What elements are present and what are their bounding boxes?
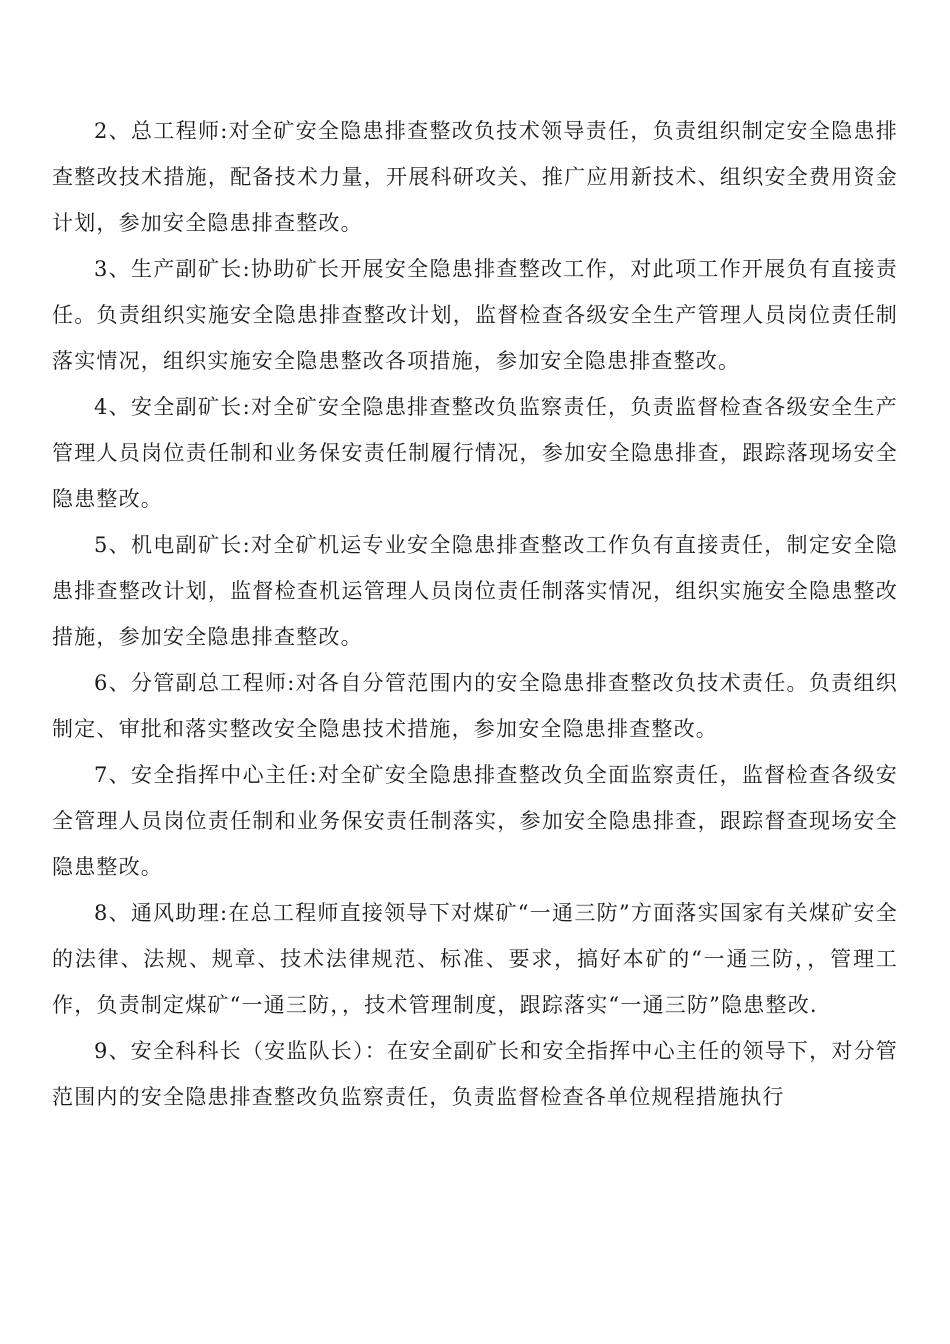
paragraph-safety-command-director: 7、安全指挥中心主任:对全矿安全隐患排查整改负全面监察责任，监督检查各级安全管理人员岗位责任制和业务保安责任制落实，参加安全隐患排查，跟踪督查现场安全隐患整改。 — [52, 763, 898, 879]
paragraph-safety-deputy: 4、安全副矿长:对全矿安全隐患排查整改负监察责任，负责监督检查各级安全生产管理人员岗位责任制和业务保安责任制履行情况，参加安全隐患排查，跟踪落现场安全隐患整改。 — [52, 395, 898, 511]
paragraph-production-deputy: 3、生产副矿长:协助矿长开展安全隐患排查整改工作，对此项工作开展负有直接责任。负责组织实施安全隐患排查整改计划，监督检查各级安全生产管理人员岗位责任制落实情况，组织实施安全隐患整改各项措施，参加安全隐患排查整改。 — [52, 257, 898, 373]
paragraph-safety-section-chief: 9、安全科科长（安监队长）：在安全副矿长和安全指挥中心主任的领导下，对分管范围内的安全隐患排查整改负监察责任，负责监督检查各单位规程措施执行 — [52, 1039, 898, 1109]
paragraph-electromechanical-deputy: 5、机电副矿长:对全矿机运专业安全隐患排查整改工作负有直接责任，制定安全隐患排查整改计划，监督检查机运管理人员岗位责任制落实情况，组织实施安全隐患整改措施，参加安全隐患排查整改。 — [52, 533, 898, 649]
paragraph-chief-engineer: 2、总工程师:对全矿安全隐患排查整改负技术领导责任，负责组织制定安全隐患排查整改技术措施，配备技术力量，开展科研攻关、推广应用新技术、组织安全费用资金计划，参加安全隐患排查整改。 — [52, 119, 898, 235]
paragraph-deputy-chief-engineer: 6、分管副总工程师:对各自分管范围内的安全隐患排查整改负技术责任。负责组织制定、审批和落实整改安全隐患技术措施，参加安全隐患排查整改。 — [52, 671, 898, 741]
paragraph-ventilation-assistant: 8、通风助理:在总工程师直接领导下对煤矿“一通三防”方面落实国家有关煤矿安全的法律、法规、规章、技术法律规范、标准、要求，搞好本矿的“一通三防，，管理工作，负责制定煤矿“一通三防，，技术管理制度，跟踪落实“一通三防”隐患整改. — [52, 901, 898, 1017]
document-page — [52, 108, 898, 1120]
